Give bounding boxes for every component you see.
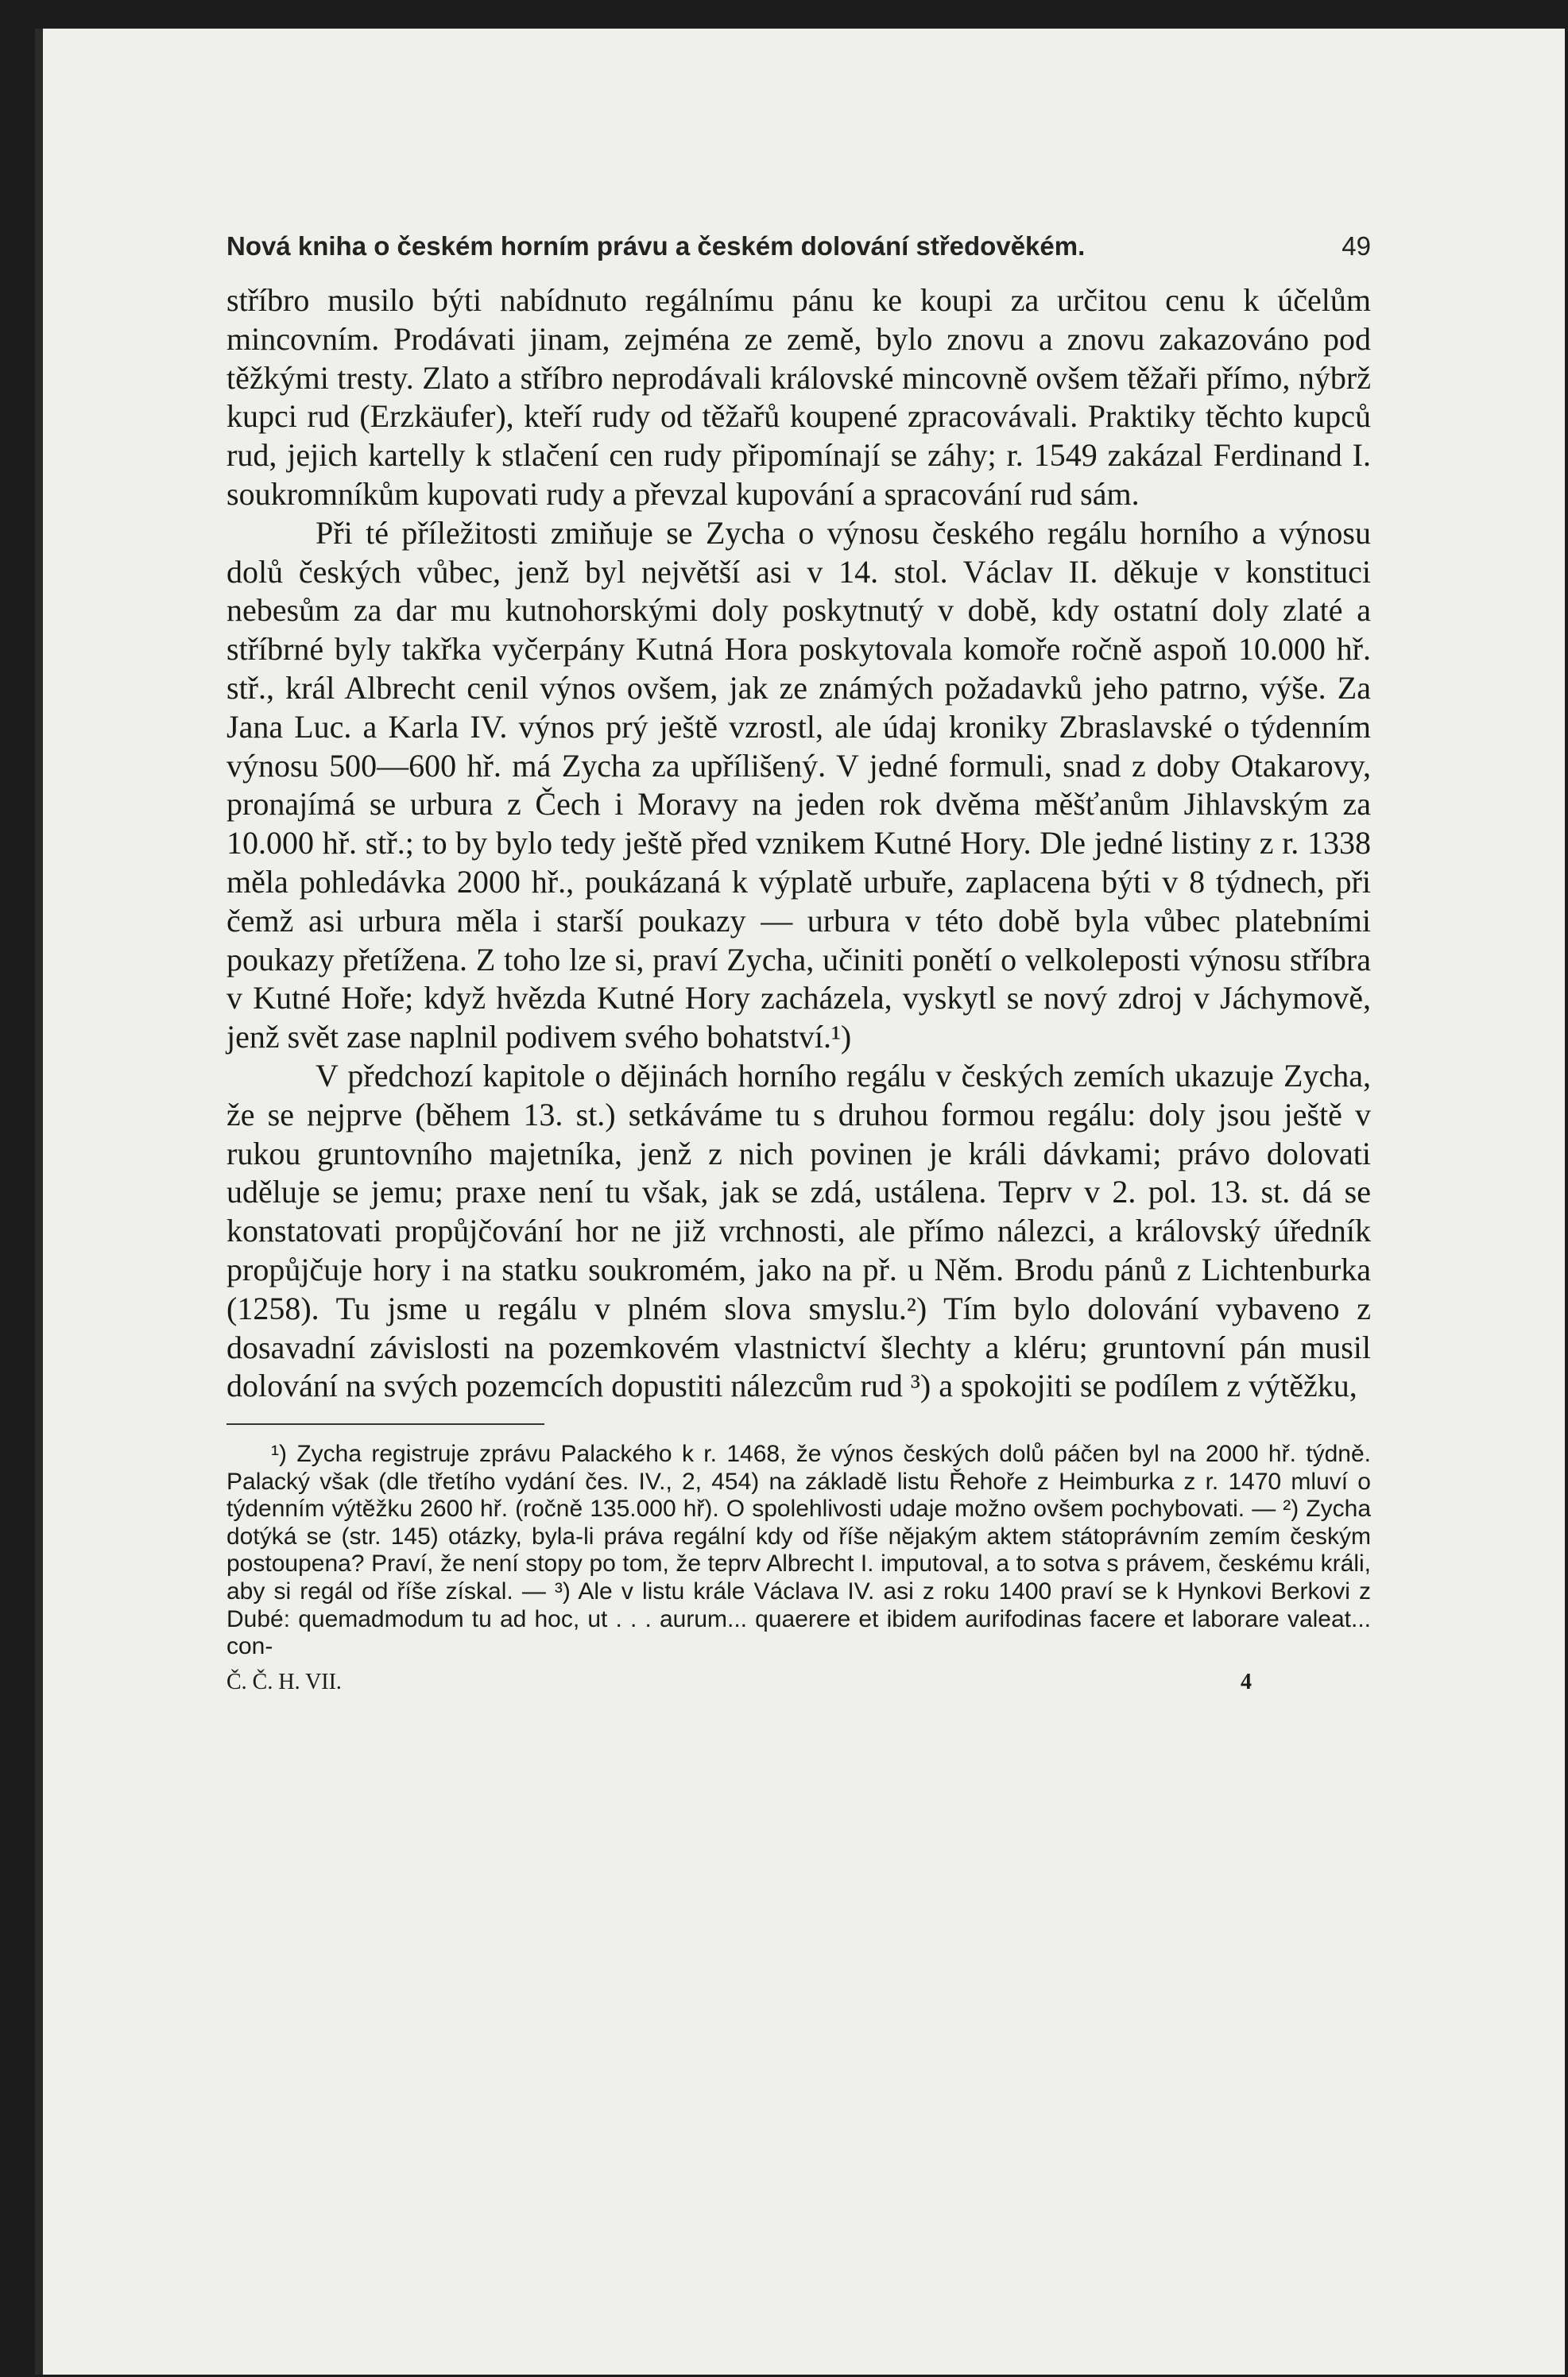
footnote-rule bbox=[226, 1423, 544, 1425]
signature-line bbox=[226, 1669, 1371, 1696]
body-text bbox=[226, 281, 1371, 1406]
running-header bbox=[226, 230, 1371, 262]
page-number: 49 bbox=[1342, 231, 1371, 261]
paragraph: stříbro musilo býti nabídnuto regálnímu pánu ke koupi za určitou cenu k účelům mincovním. Prodávati jinam, zejména ze země, bylo znovu a znovu zakazováno pod těžkými tresty. Zlato a stříbro neprodávali královské mincovně ovšem těžaři přímo, nýbrž kupci rud (Erzkäufer), kteří rudy od těžařů koupené zpracovávali. Praktiky těchto kupců rud, jejich kartelly k stlačení cen rudy připomínají se záhy; r. 1549 zakázal Ferdinand I. soukromníkům kupovati rudy a převzal kupování a spracování rud sám. bbox=[226, 282, 1371, 512]
page-content bbox=[226, 230, 1371, 1696]
sheet-number: 4 bbox=[1241, 1669, 1252, 1694]
running-title: Nová kniha o českém horním právu a českém dolování středověkém. bbox=[226, 231, 1086, 261]
scan-edge bbox=[35, 29, 43, 2375]
journal-signature: Č. Č. H. VII. bbox=[226, 1669, 342, 1694]
paragraph: Při té příležitosti zmiňuje se Zycha o výnosu českého regálu horního a výnosu dolů českých vůbec, jenž byl největší asi v 14. stol. Václav II. děkuje v konstituci nebesům za dar mu kutnohorskými doly poskytnutý v době, kdy ostatní doly zlaté a stříbrné byly takřka vyčerpány Kutná Hora poskytovala komoře ročně aspoň 10.000 hř. stř., král Albrecht cenil výnos ovšem, jak ze známých požadavků jeho patrno, výše. Za Jana Luc. a Karla IV. výnos prý ještě vzrostl, ale údaj kroniky Zbraslavské o týdenním výnosu 500—600 hř. má Zycha za upřílišený. V jedné formuli, snad z doby Otakarovy, pronajímá se urbura z Čech i Moravy na jeden rok dvěma měšťanům Jihlavským za 10.000 hř. stř.; to by bylo tedy ještě před vznikem Kutné Hory. Dle jedné listiny z r. 1338 měla pohledávka 2000 hř., poukázaná k výplatě urbuře, zaplacena býti v 8 týdnech, při čemž asi urbura měla i starší poukazy — urbura v této době byla vůbec platebními poukazy přetížena. Z toho lze si, praví Zycha, učiniti ponětí o velkoleposti výnosu stříbra v Kutné Hoře; když hvězda Kutné Hory zacházela, vyskytl se nový zdroj v Jáchymově, jenž svět zase naplnil podivem svého bohatství.¹) bbox=[226, 514, 1371, 1055]
footnote-text: ¹) Zycha registruje zprávu Palackého k r. 1468, že výnos českých dolů páčen byl na 2000 hř. týdně. Palacký však (dle třetího vydání čes. IV., 2, 454) na základě listu Řehoře z Heimburka z r. 1470 mluví o týdenním výtěžku 2600 hř. (ročně 135.000 hř). O spolehlivosti udaje možno ovšem pochybovati. — ²) Zycha dotýká se (str. 145) otázky, byla-li práva regální kdy od říše nějakým aktem státoprávním zemím českým postoupena? Praví, že není stopy po tom, že teprv Albrecht I. imputoval, a to sotva s právem, českému králi, aby si regál od říše získal. — ³) Ale v listu krále Václava IV. asi z roku 1400 praví se k Hynkovi Berkovi z Dubé: quemadmodum tu ad hoc, ut . . . aurum... quaerere et ibidem aurifodinas facere et laborare valeat... con- bbox=[226, 1441, 1371, 1660]
footnotes bbox=[226, 1441, 1371, 1661]
paragraph: V předchozí kapitole o dějinách horního regálu v českých zemích ukazuje Zycha, že se nejprve (během 13. st.) setkáváme tu s druhou formou regálu: doly jsou ještě v rukou gruntovního majetníka, jenž z nich povinen je králi dávkami; právo dolovati uděluje se jemu; praxe není tu však, jak se zdá, ustálena. Teprv v 2. pol. 13. st. dá se konstatovati propůjčování hor ne již vrchnosti, ale přímo nálezci, a královský úředník propůjčuje hory i na statku soukromém, jako na př. u Něm. Brodu pánů z Lichtenburka (1258). Tu jsme u regálu v plném slova smyslu.²) Tím bylo dolování vybaveno z dosavadní závislosti na pozemkovém vlastnictví šlechty a kléru; gruntovní pán musil dolování na svých pozemcích dopustiti nálezcům rud ³) a spokojiti se podílem z výtěžku, bbox=[226, 1057, 1371, 1404]
